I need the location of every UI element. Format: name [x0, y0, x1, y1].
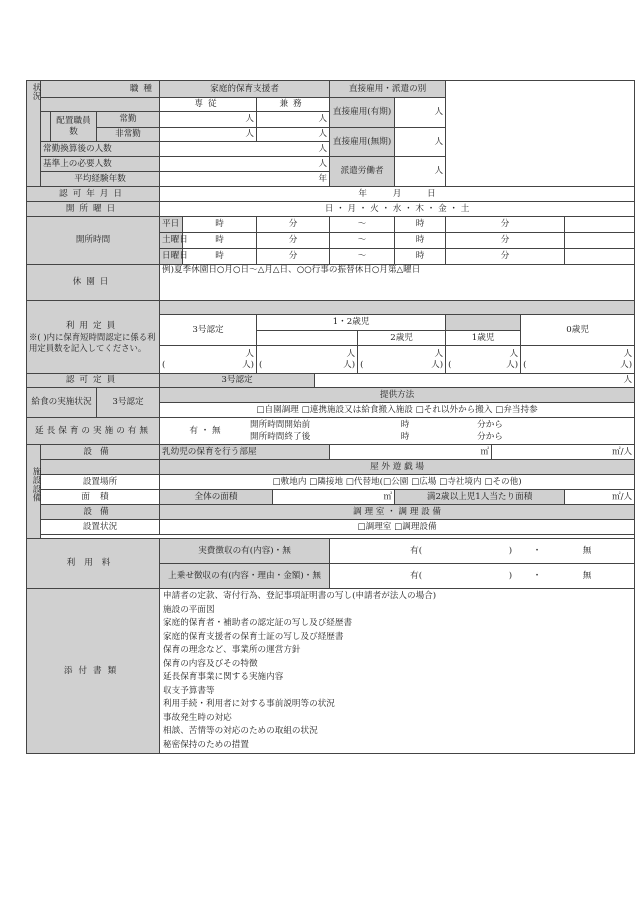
total-area-label: 全体の面積 [160, 490, 273, 505]
attachment-item: 事故発生時の対応 [163, 712, 232, 723]
direct-unfixed-count[interactable]: 人 [395, 128, 446, 157]
location-label: 設置場所 [41, 475, 160, 490]
total-area-value[interactable]: ㎡ [273, 490, 395, 505]
required-label: 基準上の必要人数 [41, 157, 160, 172]
actual-cost-label: 実費徴収の有(内容)・無 [160, 539, 330, 564]
sunday-end-minute[interactable]: 分 [446, 249, 565, 265]
status-label: 状況 [27, 81, 41, 187]
supporter-header: 家庭的保育支援者 [160, 81, 330, 98]
playground-header: 屋 外 遊 戯 場 [160, 460, 635, 475]
kitchen-equipment-label: 設備 [41, 505, 160, 520]
meal-method-options[interactable]: □自園調理 □連携施設又は給食搬入施設 □それ以外から搬入 □弁当持参 [160, 403, 635, 418]
approval-date-label: 認可年月日 [27, 187, 160, 202]
facility-label: 施設設備 [27, 445, 41, 539]
weekday-start-minute[interactable]: 分 [257, 217, 330, 233]
employment-type-header: 直接雇用・派遣の別 [330, 81, 446, 98]
capacity-note: ※( )内に保育短時間認定に係る利用定員数を記入してください。 [29, 332, 156, 353]
kitchen-status-label: 設置状況 [41, 520, 160, 535]
approved-cert3-label: 3号認定 [160, 374, 315, 388]
kitchen-options[interactable]: □調理室 □調理設備 [160, 520, 635, 535]
cert3-capacity[interactable]: 人 ( 人) [160, 346, 257, 374]
sunday-start-hour[interactable]: 時 [183, 249, 257, 265]
sunday-start-minute[interactable]: 分 [257, 249, 330, 265]
attachment-item: 秘密保持のための措置 [163, 739, 249, 750]
full-time-label: 常勤 [97, 112, 160, 128]
direct-fixed-count[interactable]: 人 [395, 98, 446, 128]
part-time-concurrent-count[interactable]: 人 [257, 128, 330, 142]
attachment-item: 施設の平面図 [163, 604, 215, 615]
part-time-label: 非常勤 [97, 128, 160, 142]
application-form [26, 80, 633, 754]
attachment-item: 収支予算書等 [163, 685, 215, 696]
opening-days-label: 開所曜日 [27, 202, 160, 217]
extended-care-value[interactable]: 有 ・ 無 開所時間開始前 開所時間終了後 時 時 分から 分から [160, 418, 635, 445]
nursery-room-area[interactable]: ㎡ [330, 445, 492, 460]
dispatched-count[interactable]: 人 [395, 157, 446, 187]
staff-blank-area [446, 81, 635, 187]
age1-capacity[interactable]: 人 ( 人) [446, 346, 521, 374]
sunday-label: 日曜日 [160, 249, 183, 265]
closed-days-label: 休園日 [27, 265, 160, 301]
attachment-item: 保育の理念など、事業所の運営方針 [163, 645, 301, 655]
attachment-item: 申請者の定款、寄付行為、登記事項証明書の写し(申請者が法人の場合) [163, 591, 437, 601]
nursery-room-per-child[interactable]: ㎡/人 [492, 445, 635, 460]
kitchen-header: 調 理 室 ・ 調 理 設 備 [160, 505, 635, 520]
age0-capacity[interactable]: 人 ( 人) [521, 346, 635, 374]
saturday-start-hour[interactable]: 時 [183, 233, 257, 249]
sunday-tilde: ～ [330, 249, 395, 265]
weekday-end-minute[interactable]: 分 [446, 217, 565, 233]
avg-years-label: 平均経験年数 [41, 172, 160, 187]
fte-value[interactable]: 人 [160, 142, 330, 157]
location-options[interactable]: □敷地内 □隣接地 □代替地(□公園 □広場 □寺社境内 □その他) [160, 475, 635, 490]
weekday-end-hour[interactable]: 時 [395, 217, 446, 233]
job-type-label: 職種 [41, 81, 160, 98]
saturday-label: 土曜日 [160, 233, 183, 249]
age2-capacity[interactable]: 人 ( 人) [358, 346, 446, 374]
avg-years-value[interactable]: 年 [160, 172, 330, 187]
attachment-item: 家庭的保育支援者の保育士証の写し及び経歴書 [163, 631, 344, 642]
per-child-area-value[interactable]: ㎡/人 [565, 490, 635, 505]
weekday-start-hour[interactable]: 時 [183, 217, 257, 233]
opening-days-value[interactable]: 日 ・ 月 ・ 火 ・ 水 ・ 木 ・ 金 ・ 土 [160, 202, 635, 217]
saturday-tilde: ～ [330, 233, 395, 249]
attachments-label: 添付書類 [27, 589, 160, 754]
fte-label: 常勤換算後の人数 [41, 142, 160, 157]
extra-fee-label: 上乗せ徴収の有(内容・理由・金額)・無 [160, 564, 330, 589]
full-time-concurrent-count[interactable]: 人 [257, 112, 330, 128]
meals-label: 給食の実施状況 [27, 388, 97, 418]
age12-capacity[interactable]: 人 ( 人) [257, 346, 358, 374]
capacity-label-cell [27, 301, 160, 374]
extended-care-label: 延長保育の実施の有無 [27, 418, 160, 445]
part-time-dedicated-count[interactable]: 人 [160, 128, 257, 142]
saturday-end-minute[interactable]: 分 [446, 233, 565, 249]
saturday-end-hour[interactable]: 時 [395, 233, 446, 249]
meal-method-header: 提供方法 [160, 388, 635, 403]
capacity-label: 利用定員 [65, 321, 121, 331]
closed-days-value[interactable]: 例)夏季休園日○月○日～△月△日、○○行事の振替休日○月第△曜日 [160, 265, 635, 301]
sunday-end-hour[interactable]: 時 [395, 249, 446, 265]
fees-label: 利用料 [27, 539, 160, 589]
extended-yes-no[interactable]: 有 ・ 無 [189, 425, 221, 436]
age0-header: 0歳児 [521, 315, 635, 346]
form-table [26, 80, 635, 754]
attachments-list [160, 589, 635, 754]
assigned-staff-label: 配置職員数 [51, 112, 97, 142]
equipment-label: 設備 [41, 445, 160, 460]
dedicated-header: 専従 [160, 98, 257, 112]
extra-fee-value[interactable]: 有( ) ・ 無 [330, 564, 635, 589]
attachment-item: 相談、苦情等の対応のための取組の状況 [163, 726, 318, 736]
meals-cert3: 3号認定 [97, 388, 160, 418]
attachment-item: 利用手続・利用者に対する事前説明等の状況 [163, 699, 335, 709]
nursery-room-label: 乳幼児の保育を行う部屋 [160, 445, 330, 460]
opening-hours-label: 開所時間 [27, 217, 160, 265]
staff-blank-header [41, 98, 160, 112]
attachment-item: 延長保育事業に関する実施内容 [163, 672, 284, 682]
approval-date-value[interactable]: 年 月 日 [160, 187, 635, 202]
per-child-area-label: 満2歳以上児1人当たり面積 [395, 490, 565, 505]
dispatched-label: 派遣労働者 [330, 157, 395, 187]
approved-capacity-label: 認可定員 [27, 374, 160, 388]
saturday-start-minute[interactable]: 分 [257, 233, 330, 249]
cert3-header: 3号認定 [160, 315, 257, 346]
area-label: 面積 [41, 490, 160, 505]
attachment-item: 保育の内容及びその特徴 [163, 658, 258, 669]
full-time-dedicated-count[interactable]: 人 [160, 112, 257, 128]
age2-header: 2歳児 [358, 331, 446, 346]
actual-cost-value[interactable]: 有( ) ・ 無 [330, 539, 635, 564]
concurrent-header: 兼務 [257, 98, 330, 112]
age12-header: 1・2歳児 [257, 315, 446, 331]
direct-fixed-label: 直接雇用(有期) [330, 98, 395, 128]
approved-capacity-value[interactable]: 人 [315, 374, 635, 388]
age1-header: 1歳児 [446, 331, 521, 346]
weekday-tilde: ～ [330, 217, 395, 233]
attachment-item: 家庭的保育者・補助者の認定証の写し及び経歴書 [163, 618, 353, 628]
required-value[interactable]: 人 [160, 157, 330, 172]
weekday-label: 平日 [160, 217, 183, 233]
direct-unfixed-label: 直接雇用(無期) [330, 128, 395, 157]
